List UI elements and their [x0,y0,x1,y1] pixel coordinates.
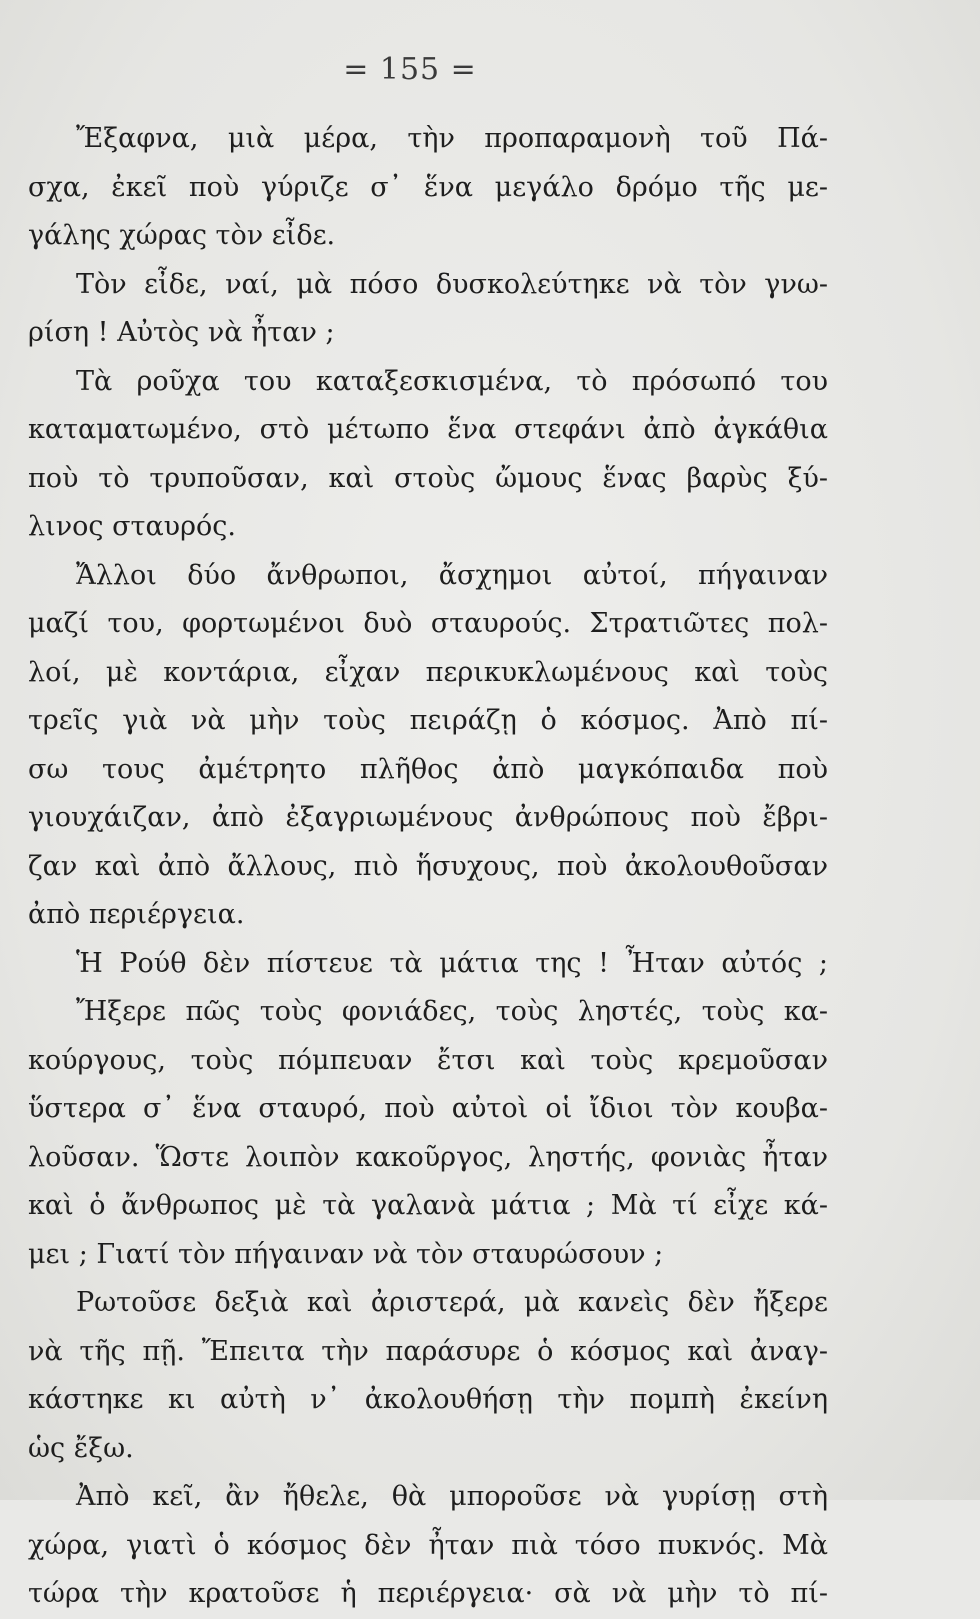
text-line: καὶ ὁ ἄνθρωπος μὲ τὰ γαλανὰ μάτια ; Μὰ τί εἶχε κά- [28,1190,828,1221]
text-line: Ρωτοῦσε δεξιὰ καὶ ἀριστερά, μὰ κανεὶς δὲν ἤξερε [76,1287,828,1318]
text-line: γιουχάιζαν, ἀπὸ ἐξαγριωμένους ἀνθρώπους ποὺ ἔβρι- [28,802,828,833]
text-line: Τὰ ροῦχα του καταξεσκισμένα, τὸ πρόσωπό του [76,365,828,397]
text-line: χώρα, γιατὶ ὁ κόσμος δὲν ἦταν πιὰ τόσο πυκνός. Μὰ [28,1529,828,1561]
text-line: ἀπὸ περιέργεια. [28,899,245,930]
text-line: σχα, ἐκεῖ ποὺ γύριζε σ᾽ ἕνα μεγάλο δρόμο τῆς με- [28,171,828,203]
text-line: καταματωμένο, στὸ μέτωπο ἕνα στεφάνι ἀπὸ ἀγκάθια [28,414,828,445]
text-line: κάστηκε κι αὐτὴ ν᾽ ἀκολουθήσῃ τὴν πομπὴ ἐκείνη [28,1384,828,1415]
text-line: μει ; Γιατί τὸν πήγαιναν νὰ τὸν σταυρώσουν ; [28,1238,664,1270]
text-line: Ἀπὸ κεῖ, ἂν ἤθελε, θὰ μποροῦσε νὰ γυρίσῃ στὴ [76,1481,828,1512]
text-line: Ἔξαφνα, μιὰ μέρα, τὴν προπαραμονὴ τοῦ Πά- [76,123,828,154]
text-line: Ἤξερε πῶς τοὺς φονιάδες, τοὺς ληστές, τοὺς κα- [76,996,828,1027]
text-line: Ἄλλοι δύο ἄνθρωποι, ἄσχημοι αὐτοί, πήγαιναν [76,559,828,591]
body-text [28,115,828,1619]
text-line: σω τους ἀμέτρητο πλῆθος ἀπὸ μαγκόπαιδα ποὺ [28,753,828,785]
text-line: λινος σταυρός. [28,511,236,542]
text-line: ποὺ τὸ τρυποῦσαν, καὶ στοὺς ὤμους ἕνας βαρὺς ξύ- [28,462,828,494]
text-line: λοί, μὲ κοντάρια, εἶχαν περικυκλωμένους καὶ τοὺς [28,656,828,688]
text-line: Ἡ Ρούθ δὲν πίστευε τὰ μάτια της ! Ἦταν αὐτός ; [76,947,828,979]
text-line: κούργους, τοὺς πόμπευαν ἔτσι καὶ τοὺς κρεμοῦσαν [28,1044,828,1076]
text-line: γάλης χώρας τὸν εἶδε. [28,220,336,251]
text-line: μαζί του, φορτωμένοι δυὸ σταυρούς. Στρατιῶτες πολ- [28,608,828,639]
text-line: ζαν καὶ ἀπὸ ἄλλους, πιὸ ἥσυχους, ποὺ ἀκολουθοῦσαν [28,850,828,882]
text-line: ὕστερα σ᾽ ἕνα σταυρό, ποὺ αὐτοὶ οἱ ἴδιοι τὸν κουβα- [28,1093,828,1124]
text-line: τρεῖς γιὰ νὰ μὴν τοὺς πειράζῃ ὁ κόσμος. Ἀπὸ πί- [28,705,828,736]
page-number: = 155 = [343,52,477,87]
text-line: ρίση ! Αὐτὸς νὰ ἦταν ; [28,317,335,348]
text-line: νὰ τῆς πῇ. Ἔπειτα τὴν παράσυρε ὁ κόσμος καὶ ἀναγ- [28,1335,828,1367]
text-line: λοῦσαν. Ὥστε λοιπὸν κακοῦργος, ληστής, φονιὰς ἦταν [28,1141,828,1173]
text-line: ὡς ἔξω. [28,1432,134,1464]
text-line: τώρα τὴν κρατοῦσε ἡ περιέργεια· σὰ νὰ μὴν τὸ πί- [28,1578,828,1609]
text-line: Τὸν εἶδε, ναί, μὰ πόσο δυσκολεύτηκε νὰ τὸν γνω- [76,268,828,300]
